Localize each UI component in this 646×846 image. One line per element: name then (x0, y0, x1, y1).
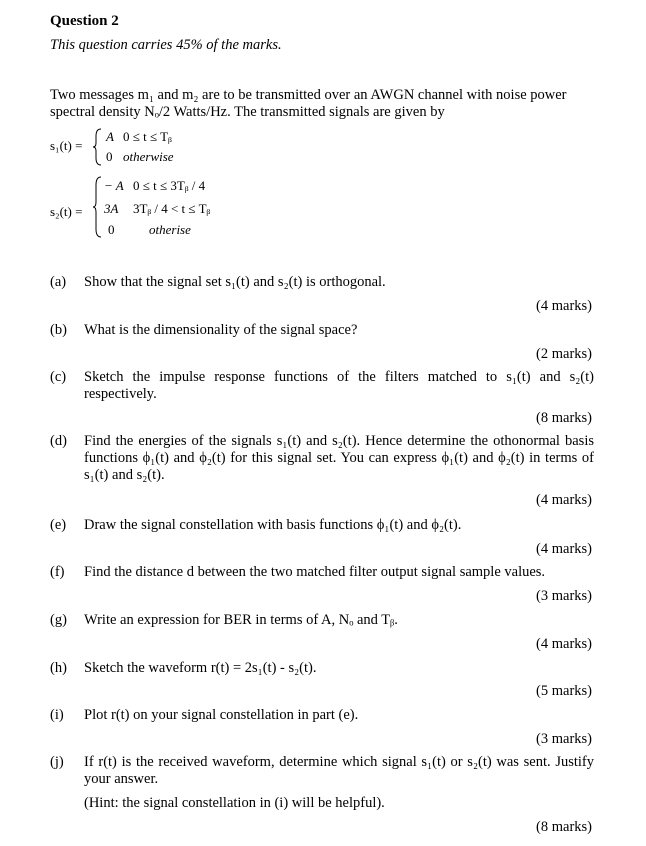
intro-line-2: spectral density Nₒ/2 Watts/Hz. The transmitted signals are given by (50, 104, 445, 120)
question-marks-i: (3 marks) (536, 731, 592, 747)
question-label-d: (d) (50, 433, 67, 449)
signal1-row2-condition: otherwise (123, 149, 174, 164)
question-marks-g: (4 marks) (536, 636, 592, 652)
question-label-i: (i) (50, 707, 64, 723)
signal2-lhs: s₂(t) = (50, 204, 83, 219)
question-label-c: (c) (50, 369, 67, 385)
question-marks-e: (4 marks) (536, 541, 592, 557)
question-text-i: Plot r(t) on your signal constellation in part (e). (84, 707, 359, 723)
signal1-lhs: s₁(t) = (50, 138, 83, 153)
question-text-d: Find the energies of the signals s₁(t) and s₂(t). Hence determine the othonormal basis functions ϕ₁(t) and ϕ₂(t) for this signal set. You can express ϕ₁(t) and ϕ₂(t) in terms of s₁(t) and s₂(t). (84, 433, 594, 483)
question-text-b: What is the dimensionality of the signal space? (84, 322, 358, 338)
question-marks-d: (4 marks) (536, 492, 592, 508)
signal1-row2-value: 0 (106, 149, 113, 164)
signal2-row2-condition: 3Tᵦ / 4 < t ≤ Tᵦ (133, 201, 211, 216)
question-label-f: (f) (50, 564, 65, 580)
question-marks-j: (8 marks) (536, 819, 592, 835)
question-label-h: (h) (50, 660, 67, 676)
question-text-c: Sketch the impulse response functions of the filters matched to s₁(t) and s₂(t) respectively. (84, 369, 594, 402)
signal1-row1-condition: 0 ≤ t ≤ Tᵦ (123, 129, 172, 144)
question-hint-j: (Hint: the signal constellation in (i) will be helpful). (84, 795, 385, 811)
question-label-b: (b) (50, 322, 67, 338)
question-marks-b: (2 marks) (536, 346, 592, 362)
signal2-brace (93, 176, 103, 238)
signal2-row2-value: 3A (104, 201, 119, 216)
question-marks-f: (3 marks) (536, 588, 592, 604)
signal1-brace (93, 128, 103, 166)
question-marks-c: (8 marks) (536, 410, 592, 426)
question-marks-a: (4 marks) (536, 298, 592, 314)
question-label-e: (e) (50, 517, 67, 533)
signal2-row3-value: 0 (108, 222, 115, 237)
question-text-f: Find the distance d between the two matched filter output signal sample values. (84, 564, 546, 580)
question-text-h: Sketch the waveform r(t) = 2s₁(t) - s₂(t). (84, 660, 317, 676)
signal1-row1-value: A (106, 129, 114, 144)
intro-line-1: Two messages m₁ and m₂ are to be transmitted over an AWGN channel with noise power (50, 87, 567, 103)
question-label-g: (g) (50, 612, 67, 628)
question-text-g: Write an expression for BER in terms of A, Nₒ and Tᵦ. (84, 612, 398, 628)
signal2-row1-condition: 0 ≤ t ≤ 3Tᵦ / 4 (133, 178, 206, 193)
question-label-j: (j) (50, 754, 64, 770)
question-title: Question 2 (50, 13, 119, 29)
question-subtitle: This question carries 45% of the marks. (50, 37, 282, 53)
question-text-e: Draw the signal constellation with basis functions ϕ₁(t) and ϕ₂(t). (84, 517, 462, 533)
question-label-a: (a) (50, 274, 67, 290)
signal2-row3-condition: otherise (149, 222, 191, 237)
question-marks-h: (5 marks) (536, 683, 592, 699)
question-text-j: If r(t) is the received waveform, determine which signal s₁(t) or s₂(t) was sent. Justify your answer. (84, 754, 594, 787)
signal2-row1-value: − A (104, 178, 124, 193)
question-text-a: Show that the signal set s₁(t) and s₂(t) is orthogonal. (84, 274, 386, 290)
